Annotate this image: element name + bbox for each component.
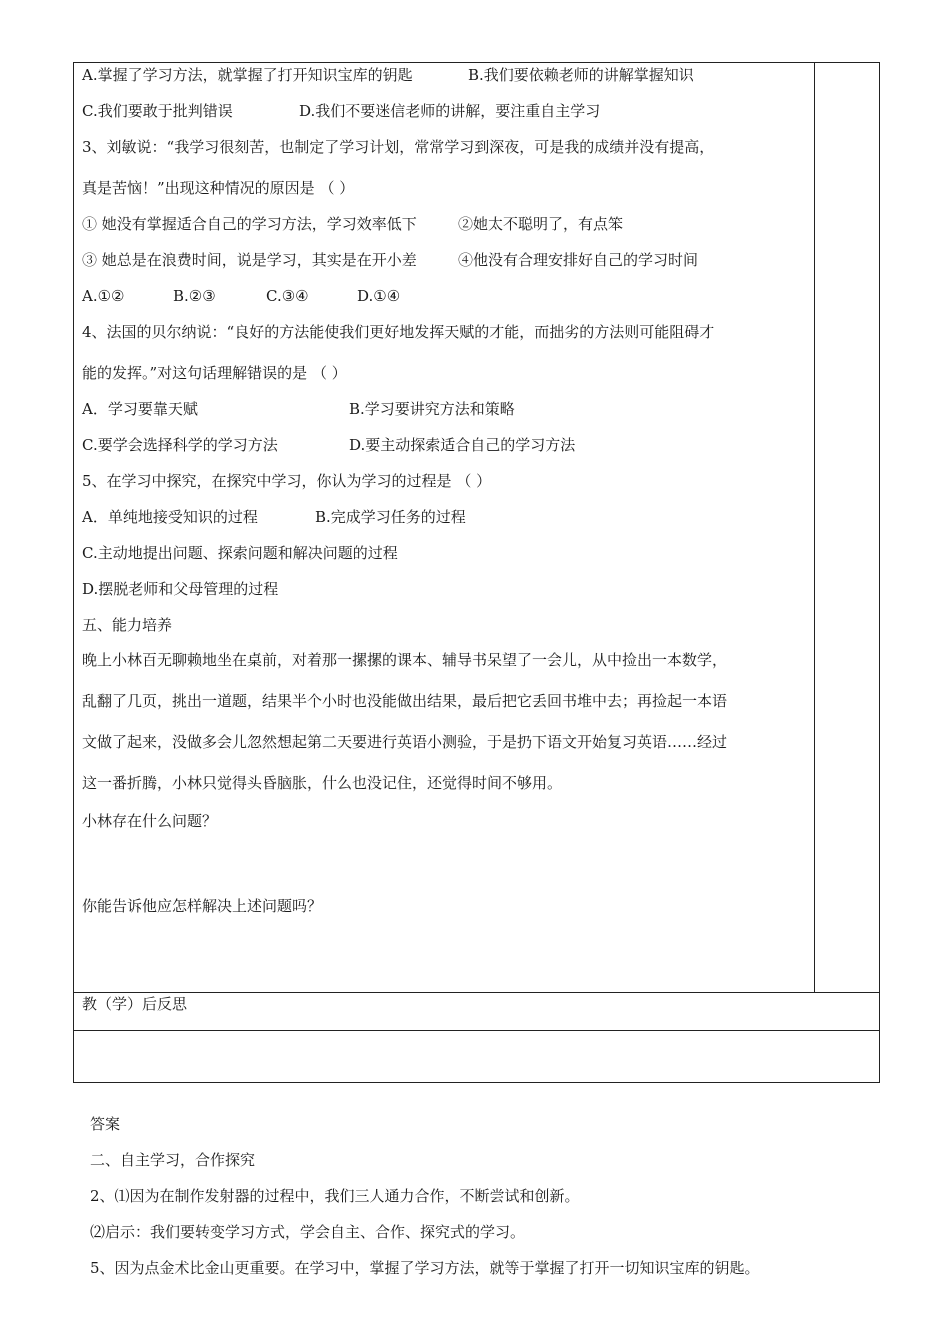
passage-line-4: 这一番折腾，小林只觉得头昏脑胀，什么也没记住，还觉得时间不够用。: [82, 774, 563, 792]
q3-option-b: B.②③: [173, 287, 216, 305]
q2-option-b: B.我们要依赖老师的讲解掌握知识: [468, 66, 694, 84]
q3-stem-line2: 真是苦恼！”出现这种情况的原因是 （ ）: [82, 179, 355, 197]
answers-section2: 二、自主学习，合作探究: [90, 1151, 256, 1169]
q3-statement-4: ④他没有合理安排好自己的学习时间: [458, 251, 699, 269]
answers-title: 答案: [90, 1115, 121, 1133]
question-problem: 小林存在什么问题？: [82, 812, 218, 830]
q4-option-b: B.学习要讲究方法和策略: [349, 400, 515, 418]
q4-option-a: A．学习要靠天赋: [82, 400, 198, 418]
passage-line-2: 乱翻了几页，挑出一道题，结果半个小时也没能做出结果，最后把它丢回书堆中去；再捡起一本语: [82, 692, 728, 710]
answer-line-2: ⑵启示：我们要转变学习方式，学会自主、合作、探究式的学习。: [90, 1223, 526, 1241]
q3-statement-3: ③ 她总是在浪费时间，说是学习，其实是在开小差: [82, 251, 417, 269]
side-column-divider: [814, 62, 815, 992]
q2-option-d: D.我们不要迷信老师的讲解，要注重自主学习: [299, 102, 601, 120]
q3-statement-1: ① 她没有掌握适合自己的学习方法，学习效率低下: [82, 215, 417, 233]
q3-stem-line1: 3、刘敏说：“我学习很刻苦，也制定了学习计划，常常学习到深夜，可是我的成绩并没有提高，: [82, 138, 715, 156]
question-solution: 你能告诉他应怎样解决上述问题吗？: [82, 897, 323, 915]
q5-option-c: C.主动地提出问题、探索问题和解决问题的过程: [82, 544, 398, 562]
passage-line-3: 文做了起来，没做多会儿忽然想起第二天要进行英语小测验，于是扔下语文开始复习英语……经过: [82, 733, 728, 751]
passage-line-1: 晚上小林百无聊赖地坐在桌前，对着那一摞摞的课本、辅导书呆望了一会儿，从中捡出一本数学，: [82, 651, 728, 669]
q3-statement-2: ②她太不聪明了，有点笨: [458, 215, 624, 233]
row-divider-reflection-body: [73, 1030, 880, 1031]
q4-option-c: C.要学会选择科学的学习方法: [82, 436, 278, 454]
q5-option-b: B.完成学习任务的过程: [315, 508, 466, 526]
section5-title: 五、能力培养: [82, 616, 173, 634]
row-divider-reflection: [73, 992, 880, 993]
q4-option-d: D.要主动探索适合自己的学习方法: [349, 436, 576, 454]
answer-line-3: 5、因为点金术比金山更重要。在学习中，掌握了学习方法，就等于掌握了打开一切知识宝库的钥匙。: [90, 1259, 760, 1277]
q2-option-a: A.掌握了学习方法，就掌握了打开知识宝库的钥匙: [82, 66, 413, 84]
reflection-label: 教（学）后反思: [82, 995, 188, 1013]
q4-stem-line2: 能的发挥。”对这句话理解错误的是 （ ）: [82, 364, 347, 382]
q4-stem-line1: 4、法国的贝尔纳说：“良好的方法能使我们更好地发挥天赋的才能，而拙劣的方法则可能阻碍才: [82, 323, 715, 341]
q5-option-a: A．单纯地接受知识的过程: [82, 508, 258, 526]
q3-option-c: C.③④: [266, 287, 309, 305]
q5-stem: 5、在学习中探究，在探究中学习，你认为学习的过程是 （ ）: [82, 472, 492, 490]
q2-option-c: C.我们要敢于批判错误: [82, 102, 233, 120]
q3-option-d: D.①④: [357, 287, 401, 305]
q5-option-d: D.摆脱老师和父母管理的过程: [82, 580, 279, 598]
q3-option-a: A.①②: [82, 287, 125, 305]
answer-line-1: 2、⑴因为在制作发射器的过程中，我们三人通力合作，不断尝试和创新。: [90, 1187, 580, 1205]
